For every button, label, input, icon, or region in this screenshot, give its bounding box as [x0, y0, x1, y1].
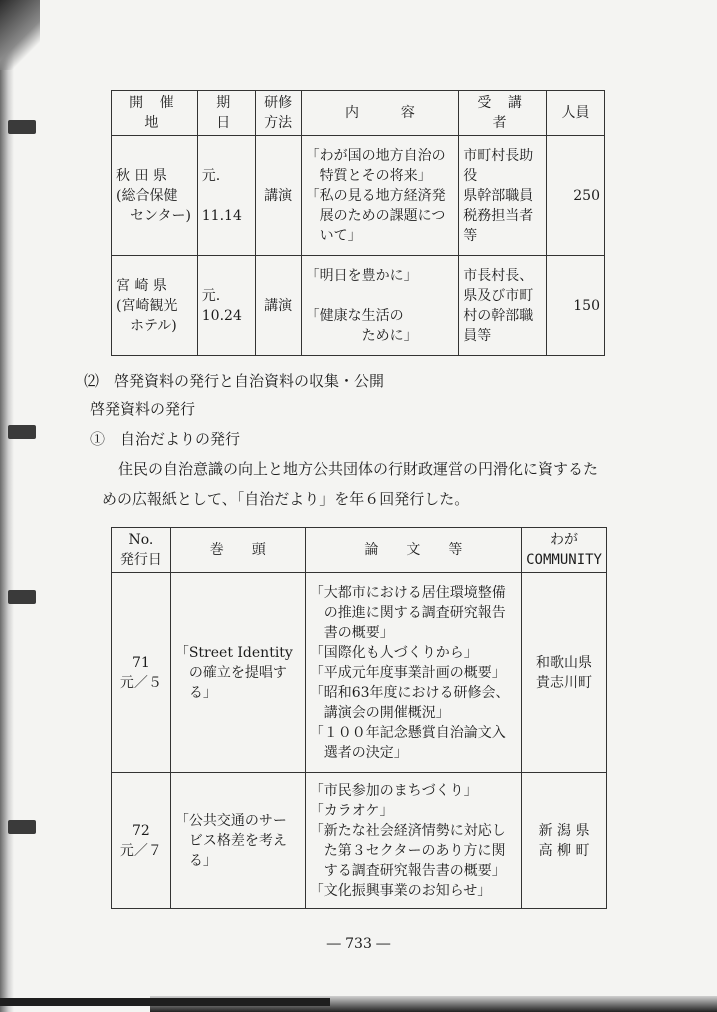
attendees-cell: 市町村長助 役 県幹部職員 税務担当者 等	[459, 136, 547, 256]
header-attendees: 受 講 者	[459, 91, 547, 136]
table-row	[112, 136, 605, 256]
count-cell: 250	[547, 136, 605, 256]
lead-cell: 「Street Identity の確立を提唱す る」	[170, 573, 305, 773]
venue-cell: 秋 田 県 (総合保健 センター)	[112, 136, 198, 256]
scan-shadow-bottom-left	[0, 998, 330, 1006]
binder-hole-mark	[8, 590, 36, 604]
count-cell: 150	[547, 256, 605, 356]
date-cell: 元. 11.14	[197, 136, 255, 256]
header-content: 内 容	[301, 91, 459, 136]
issue-cell: 71 元／５	[112, 573, 171, 773]
method-cell: 講演	[255, 136, 301, 256]
paragraph-line: 住民の自治意識の向上と地方公共団体の行財政運営の円滑化に資するた	[118, 460, 599, 478]
content-cell: 「わが国の地方自治の 特質とその将来」 「私の見る地方経済発 展のための課題につ いて」	[301, 136, 459, 256]
scan-shadow-corner	[0, 0, 40, 70]
content-cell: 「明日を豊かに」 「健康な生活の ために」	[301, 256, 459, 356]
table-row	[112, 256, 605, 356]
scan-shadow-left	[0, 0, 14, 1012]
header-count: 人員	[547, 91, 605, 136]
method-cell: 講演	[255, 256, 301, 356]
binder-hole-mark	[8, 820, 36, 834]
header-date: 期 日	[197, 91, 255, 136]
venue-cell: 宮 崎 県 (宮崎観光 ホテル)	[112, 256, 198, 356]
articles-cell: 「市民参加のまちづくり」 「カラオケ」 「新たな社会経済情勢に対応し た第３セクターのあり方に関 する調査研究報告書の概要」 「文化振興事業のお知らせ」	[305, 773, 521, 909]
item-heading: ① 自治だよりの発行	[90, 430, 241, 448]
header-venue: 開 催 地	[112, 91, 198, 136]
community-cell: 新 潟 県 高 柳 町	[522, 773, 607, 909]
newsletter-table	[111, 527, 607, 909]
attendees-cell: 市長村長、 県及び市町 村の幹部職 員等	[459, 256, 547, 356]
header-lead: 巻 頭	[170, 528, 305, 573]
header-number-date: No. 発行日	[112, 528, 171, 573]
section-heading: ⑵ 啓発資料の発行と自治資料の収集・公開	[84, 372, 385, 390]
table-row	[112, 573, 607, 773]
issue-cell: 72 元／７	[112, 773, 171, 909]
lead-cell: 「公共交通のサー ビス格差を考え る」	[170, 773, 305, 909]
lecture-table	[111, 90, 605, 356]
table-header-row	[112, 91, 605, 136]
table-header-row	[112, 528, 607, 573]
date-cell: 元. 10.24	[197, 256, 255, 356]
header-articles: 論 文 等	[305, 528, 521, 573]
section-subheading: 啓発資料の発行	[90, 400, 196, 418]
paragraph-line: めの広報紙として、「自治だより」を年６回発行した。	[102, 490, 470, 508]
articles-cell: 「大都市における居住環境整備 の推進に関する調査研究報告 書の概要」 「国際化も人づくりから」 「平成元年度事業計画の概要」 「昭和63年度における研修会、 講演会の開催概況」 「１００年記念懸賞自治論文入 選者の決定」	[305, 573, 521, 773]
page-number: ― 733 ―	[326, 936, 391, 952]
table-row	[112, 773, 607, 909]
header-community: わが COMMUNITY	[522, 528, 607, 573]
binder-hole-mark	[8, 120, 36, 134]
header-method: 研修 方法	[255, 91, 301, 136]
binder-hole-mark	[8, 425, 36, 439]
community-cell: 和歌山県 貴志川町	[522, 573, 607, 773]
